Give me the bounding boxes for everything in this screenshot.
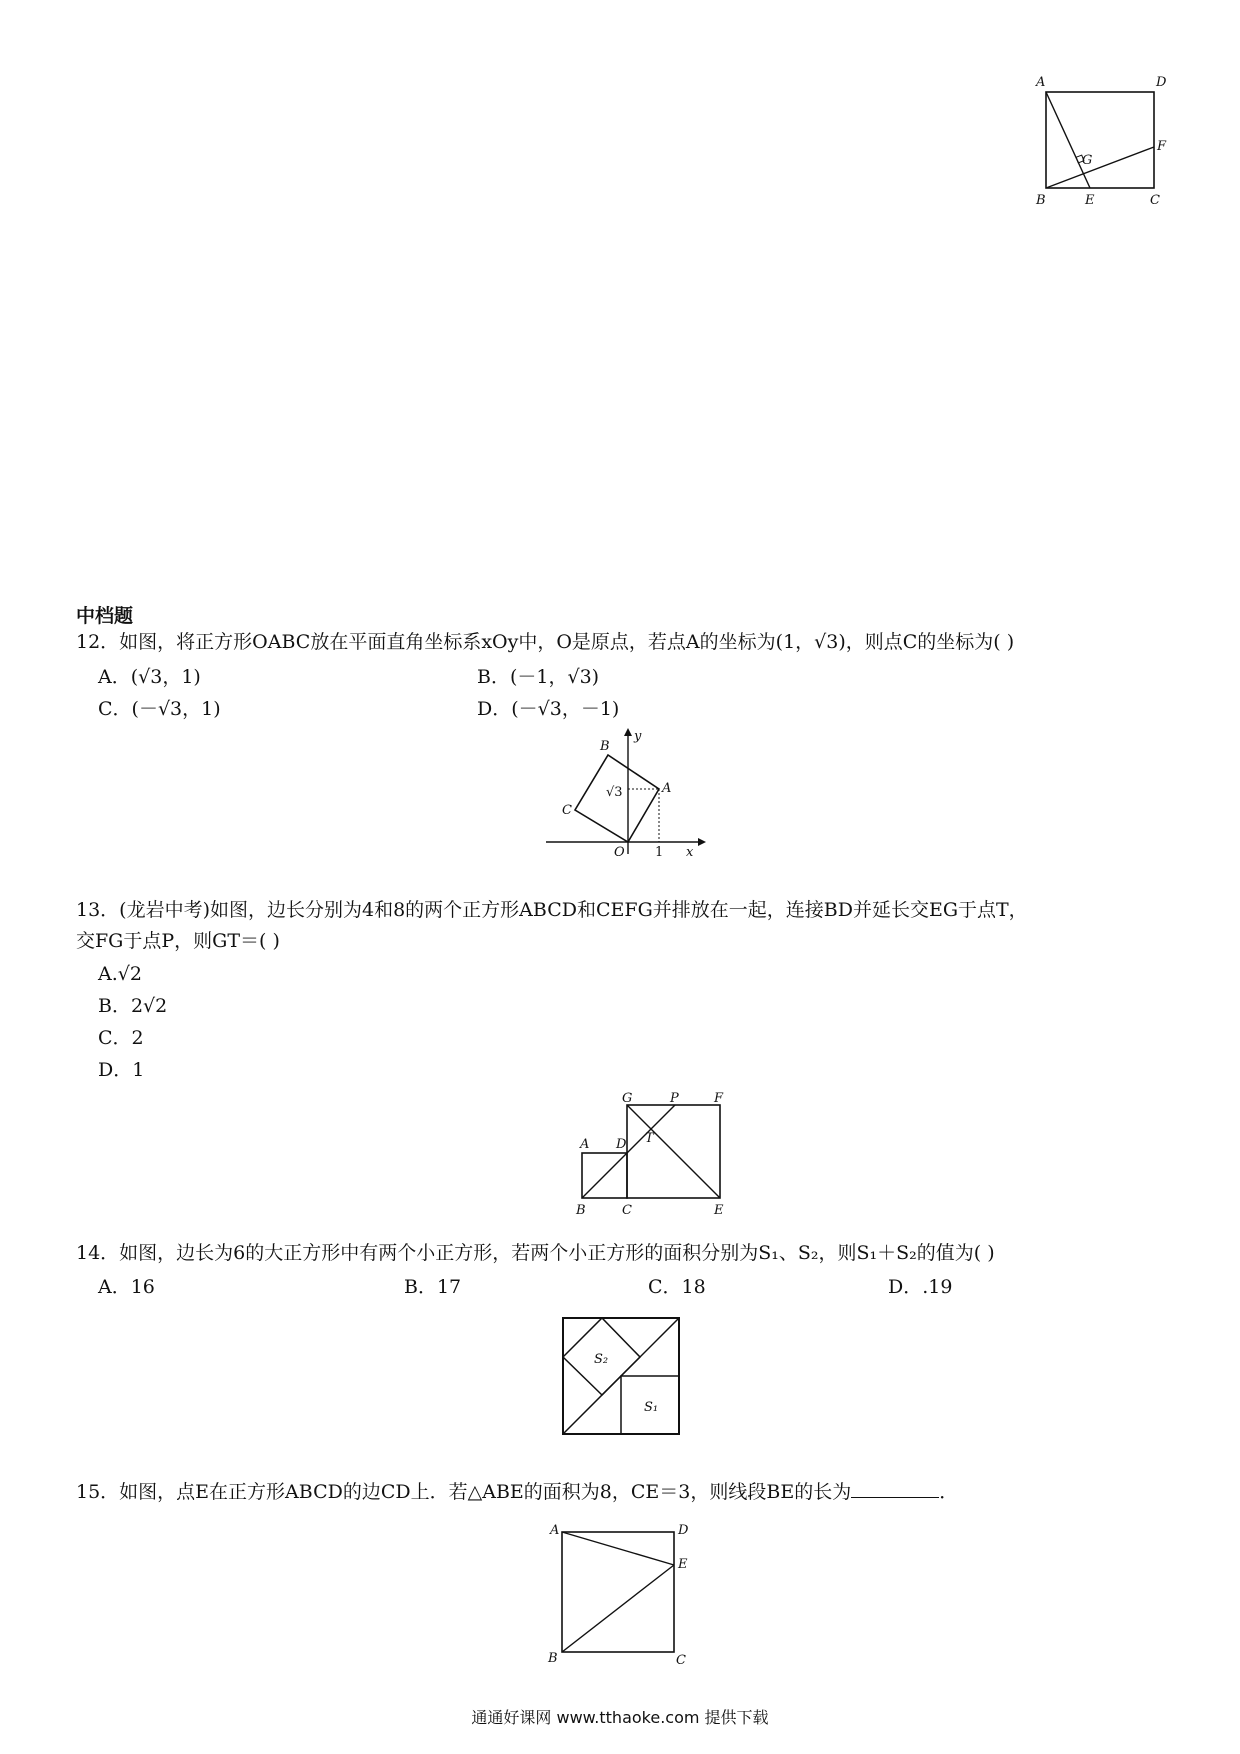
q14-fig-label-s1: S₁	[644, 1400, 659, 1415]
q14-figure-svg	[560, 1315, 684, 1439]
footer: 通通好课网 www.tthaoke.com 提供下载	[471, 1708, 769, 1727]
q15-figure-svg	[544, 1520, 704, 1670]
q15-stem-text: 15．如图，点E在正方形ABCD的边CD上．若△ABE的面积为8，CE＝3，则线段BE的长为	[76, 1481, 852, 1503]
q15-stem-end: ．	[939, 1481, 959, 1503]
q13-fig-label-p: P	[670, 1091, 679, 1106]
q12-fig-label-sqrt3: √3	[606, 785, 623, 800]
q13-fig-label-f: F	[714, 1091, 724, 1106]
top-fig-label-b: B	[1036, 193, 1046, 208]
q12-option-c: C．(－√3，1)	[98, 698, 221, 720]
q15-stem	[76, 1479, 958, 1505]
q13-option-a: A.√2	[98, 963, 142, 985]
q12-fig-label-a: A	[662, 781, 672, 796]
q13-fig-label-b: B	[576, 1203, 586, 1218]
q14-option-a: A．16	[98, 1276, 155, 1298]
q15-answer-blank[interactable]	[851, 1479, 939, 1498]
q13-stem-line1: 13．(龙岩中考)如图，边长分别为4和8的两个正方形ABCD和CEFG并排放在一起，连接BD并延长交EG于点T，	[76, 899, 1028, 921]
top-fig-label-e: E	[1085, 193, 1095, 208]
q12-option-b: B．(－1，√3)	[477, 666, 600, 688]
q12-fig-label-x: x	[686, 845, 694, 856]
top-figure-svg	[1030, 72, 1170, 212]
top-fig-label-d: D	[1156, 75, 1167, 90]
q13-fig-label-a: A	[580, 1137, 590, 1152]
q14-figure	[560, 1315, 684, 1439]
q15-fig-label-a: A	[550, 1523, 560, 1538]
q13-stem-line2: 交FG于点P，则GT＝( )	[76, 930, 280, 952]
q13-figure-svg	[568, 1086, 748, 1226]
q13-fig-label-d: D	[616, 1137, 627, 1152]
q13-fig-label-e: E	[714, 1203, 724, 1218]
q15-figure	[544, 1520, 704, 1670]
q12-option-a: A．(√3，1)	[98, 666, 201, 688]
q12-fig-label-c: C	[562, 803, 572, 818]
q12-fig-label-one: 1	[655, 845, 664, 856]
q14-option-d: D．.19	[888, 1276, 953, 1298]
q12-fig-label-o: O	[614, 845, 625, 856]
top-fig-label-c: C	[1150, 193, 1160, 208]
q14-fig-label-s2: S₂	[594, 1352, 609, 1367]
q13-option-b: B．2√2	[98, 995, 168, 1017]
q13-fig-label-t: T	[645, 1131, 654, 1146]
top-fig-label-a: A	[1036, 75, 1046, 90]
q12-fig-label-y: y	[634, 729, 642, 744]
top-figure	[1030, 72, 1170, 212]
q13-figure	[568, 1086, 748, 1226]
top-fig-label-f: F	[1157, 139, 1167, 154]
q15-fig-label-e: E	[678, 1557, 688, 1572]
q12-figure-svg	[540, 726, 710, 856]
q14-stem: 14．如图，边长为6的大正方形中有两个小正方形，若两个小正方形的面积分别为S₁、S₂，则S₁＋S₂的值为( )	[76, 1242, 995, 1264]
q13-option-d: D．1	[98, 1059, 145, 1081]
q13-fig-label-c: C	[622, 1203, 632, 1218]
q14-option-b: B．17	[404, 1276, 462, 1298]
q15-fig-label-d: D	[678, 1523, 689, 1538]
q12-fig-label-b: B	[600, 739, 610, 754]
q12-option-d: D．(－√3，－1)	[477, 698, 620, 720]
section-title: 中档题	[76, 605, 134, 627]
q12-figure	[540, 726, 710, 856]
q12-stem: 12．如图，将正方形OABC放在平面直角坐标系xOy中，O是原点，若点A的坐标为(1，√3)，则点C的坐标为( )	[76, 631, 1015, 653]
top-fig-label-g: G	[1082, 153, 1093, 168]
q15-fig-label-b: B	[548, 1651, 558, 1666]
q15-fig-label-c: C	[676, 1653, 686, 1668]
q14-option-c: C．18	[648, 1276, 706, 1298]
q13-option-c: C．2	[98, 1027, 144, 1049]
q13-fig-label-g: G	[622, 1091, 633, 1106]
